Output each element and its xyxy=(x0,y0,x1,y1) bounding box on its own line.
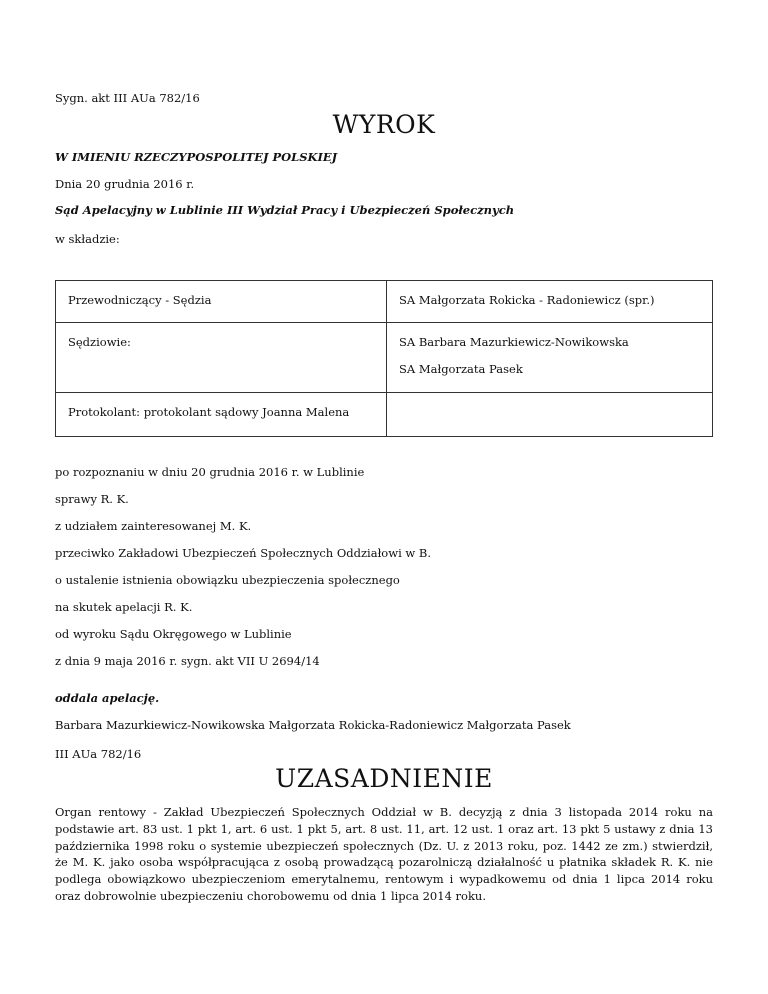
case-reference: Sygn. akt III AUa 782/16 xyxy=(55,91,200,105)
chair-name: SA Małgorzata Rokicka - Radoniewicz (spr.) xyxy=(399,293,655,307)
appeal-line: na skutek apelacji R. K. xyxy=(55,600,193,614)
panel-row-chair xyxy=(56,281,713,323)
court-name: Sąd Apelacyjny w Lublinie III Wydział Pracy i Ubezpieczeń Społecznych xyxy=(55,203,515,217)
lower-judgment-date-line: z dnia 9 maja 2016 r. sygn. akt VII U 2694/14 xyxy=(55,654,320,668)
judgment-date: Dnia 20 grudnia 2016 r. xyxy=(55,177,195,191)
judge-name-2: SA Małgorzata Pasek xyxy=(399,362,523,376)
chair-role: Przewodniczący - Sędzia xyxy=(68,293,212,307)
proceedings-line: po rozpoznaniu w dniu 20 grudnia 2016 r. w Lublinie xyxy=(55,465,365,479)
judgment-title: WYROK xyxy=(332,110,436,139)
judges-names-cell xyxy=(387,323,713,393)
panel-row-clerk xyxy=(56,393,713,437)
panel-row-judges xyxy=(56,323,713,393)
chair-role-cell xyxy=(56,281,387,323)
in-the-name-of-republic: W IMIENIU RZECZYPOSPOLITEJ POLSKIEJ xyxy=(55,150,338,164)
judges-role: Sędziowie: xyxy=(68,335,131,349)
verdict: oddala apelację. xyxy=(55,691,160,705)
interested-party-line: z udziałem zainteresowanej M. K. xyxy=(55,519,252,533)
judges-role-cell xyxy=(56,323,387,393)
justification-reference: III AUa 782/16 xyxy=(55,747,142,761)
clerk-cell xyxy=(56,393,387,437)
composition-label: w składzie: xyxy=(55,232,120,246)
chair-name-cell xyxy=(387,281,713,323)
clerk-name: Protokolant: protokolant sądowy Joanna Malena xyxy=(68,405,350,419)
clerk-empty-cell xyxy=(387,393,713,437)
panel-table xyxy=(55,280,713,437)
subject-line: o ustalenie istnienia obowiązku ubezpieczenia społecznego xyxy=(55,573,400,587)
respondent-line: przeciwko Zakładowi Ubezpieczeń Społecznych Oddziałowi w B. xyxy=(55,546,432,560)
judge-name-1: SA Barbara Mazurkiewicz-Nowikowska xyxy=(399,335,629,349)
judge-signatures: Barbara Mazurkiewicz-Nowikowska Małgorzata Rokicka-Radoniewicz Małgorzata Pasek xyxy=(55,718,571,732)
lower-court-line: od wyroku Sądu Okręgowego w Lublinie xyxy=(55,627,292,641)
justification-paragraph: Organ rentowy - Zakład Ubezpieczeń Społecznych Oddział w B. decyzją z dnia 3 listopada 2014 roku na podstawie art. 83 ust. 1 pkt 1, art. 6 ust. 1 pkt 5, art. 8 ust. 11, art. 12 ust. 1 oraz art. 13 pkt 5 ustawy z dnia 13 października 1998 roku o systemie ubezpieczeń społecznych (Dz. U. z 2013 roku, poz. 1442 ze zm.) stwierdził, że M. K. jako osoba współpracująca z osobą prowadzącą pozarolniczą działalność u płatnika składek R. K. nie podlega obowiązkowo ubezpieczeniom emerytalnemu, rentowym i wypadkowemu od dnia 1 lipca 2014 roku oraz dobrowolnie ubezpieczeniu chorobowemu od dnia 1 lipca 2014 roku. xyxy=(55,805,713,903)
case-parties-line: sprawy R. K. xyxy=(55,492,129,506)
justification-title: UZASADNIENIE xyxy=(275,764,493,793)
